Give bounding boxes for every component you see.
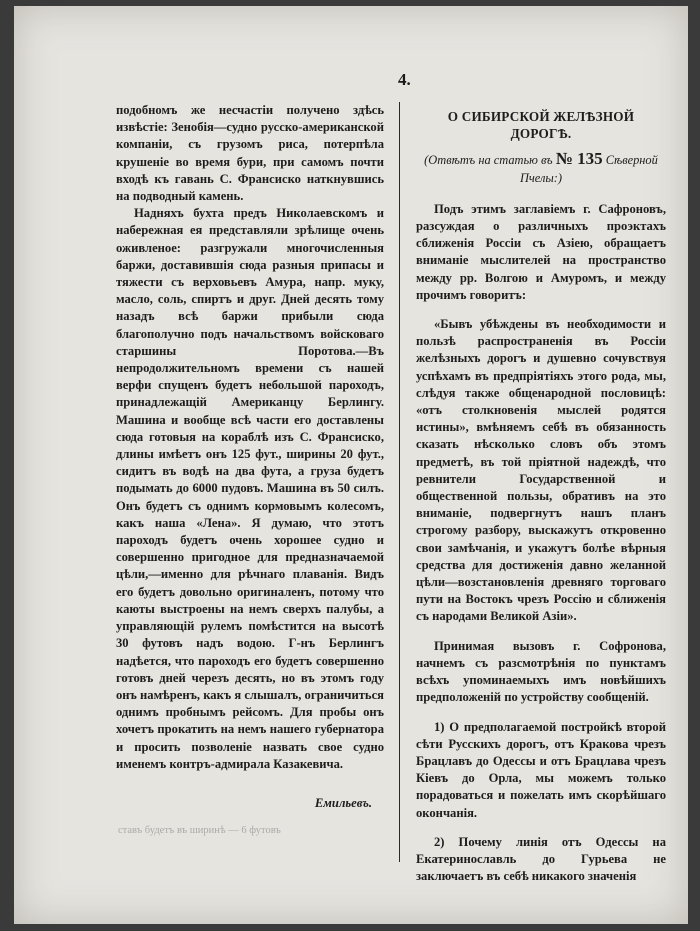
paragraph: 1) О предполагаемой постройкѣ второй сѣти Русскихъ дорогъ, отъ Кракова чрезъ Брацлавъ до Одессы и отъ Брацлава чрезъ Кіевъ до Орла, мы можемъ только порадоваться и пожелать имъ скорѣйшаго окончанія. [416, 719, 666, 820]
paragraph: Надняхъ бухта предъ Николаевскомъ и набережная ея представляли зрѣлище очень оживленое: разгружали многочисленныя баржи, доставившія сюда разныя припасы и тяжести съ верховьевъ Амура, напр. муку, масло, соль, спиртъ и друг. Дней десять тому назадъ всѣ баржи прибыли сюда благополучно подъ начальствомъ войсковаго старшины Поротова.—Въ непродолжительномъ времени съ нашей верфи спущенъ будетъ небольшой пароходъ, принадлежащій Американцу Берлингу. Машина и вообще всѣ части его доставлены сюда готовыя на кораблѣ изъ С. Франсиско, длины имѣетъ онъ 125 фут., ширины 20 фут., сидитъ въ водѣ на два фута, а груза будетъ подымать до 6000 пудовъ. Машина въ 50 силъ. Онъ будетъ съ однимъ кормовымъ колесомъ, какъ наша «Лена». Я думаю, что этотъ пароходъ будетъ очень хорошее судно и совершенно пригодное для предназначаемой цѣли,—именно для рѣчнаго плаванія. Видъ его будетъ довольно оригиналенъ, потому что каюты выстроены на немъ сверхъ палубы, а управляющій рулемъ помѣстится на высотѣ 30 футовъ надъ водою. Г-нъ Берлингъ надѣется, что пароходъ его будетъ совершенно готовъ дней черезъ десять, но въ этомъ году онъ намѣренъ, какъ я слышалъ, ограничиться однимъ пробнымъ рейсомъ. Для пробы онъ хочетъ прокатить на немъ нашего губернатора и просить позволеніе назвать свое судно именемъ контръ-адмирала Казакевича. [116, 206, 384, 771]
page-number: 4. [398, 70, 411, 89]
right-column [416, 102, 666, 885]
note-number: № 135 [555, 149, 603, 169]
author-signature: Емильевъ. [314, 795, 372, 810]
paragraph: 2) Почему линія отъ Одессы на Екатеринославль до Гурьева не заключаетъ въ себѣ никакого значенія [416, 834, 666, 884]
paragraph: Принимая вызовъ г. Софронова, начнемъ съ разсмотрѣнія по пунктамъ всѣхъ упоминаемыхъ имъ новѣйшихъ предположеній по устройству сообщеній. [416, 638, 666, 705]
quote-paragraph: «Бывъ убѣждены въ необходимости и пользѣ распространенія въ Россіи желѣзныхъ дорогъ и душевно сочувствуя успѣхамъ въ предпріятіяхъ этого рода, мы, слѣдуя также общенародной пословицѣ: «отъ столкновенія мыслей родятся истины», вмѣняемъ себѣ въ обязанность сказать нѣсколько словъ объ этомъ предметѣ, въ той пріятной надеждѣ, что ревнители Государственной и общественной пользы, обративъ на это вниманіе, подвергнутъ нашъ планъ строгому разбору, выскажутъ откровенно свои замѣчанія, и укажутъ болѣе вѣрныя средства для достиженія давно желанной цѣли—возстановленія древняго торговаго пути на Востокъ чрезъ Россію и сближенія съ народами Великой Азіи». [416, 317, 666, 624]
left-column [116, 102, 384, 812]
article-title: О СИБИРСКОЙ ЖЕЛѢЗНОЙ ДОРОГѢ. [447, 109, 635, 142]
bleed-through-text: ставъ будетъ въ ширинѣ — 6 футовъ [118, 825, 281, 836]
paragraph: подобномъ же несчастіи получено здѣсь извѣстіе: Зенобія—судно русско-американской компаніи, съ грузомъ риса, потерпѣла крушеніе во время бури, при самомъ почти входѣ къ гавань С. Франсиско наткнувшись на подводный камень. [116, 103, 384, 204]
column-divider [399, 102, 400, 862]
article-note [416, 150, 666, 186]
paragraph: Подъ этимъ заглавіемъ г. Сафроновъ, разсуждая о различныхъ проэктахъ сближенія Россіи съ Азіею, обращаетъ вниманіе мыслителей на пространство между рр. Волгою и Амуромъ, и между прочимъ говоритъ: [416, 201, 666, 302]
note-before: (Отвѣтъ на статью въ [424, 153, 553, 168]
newspaper-page [14, 6, 688, 924]
note-after: Сѣверной Пчелы:) [519, 153, 658, 185]
